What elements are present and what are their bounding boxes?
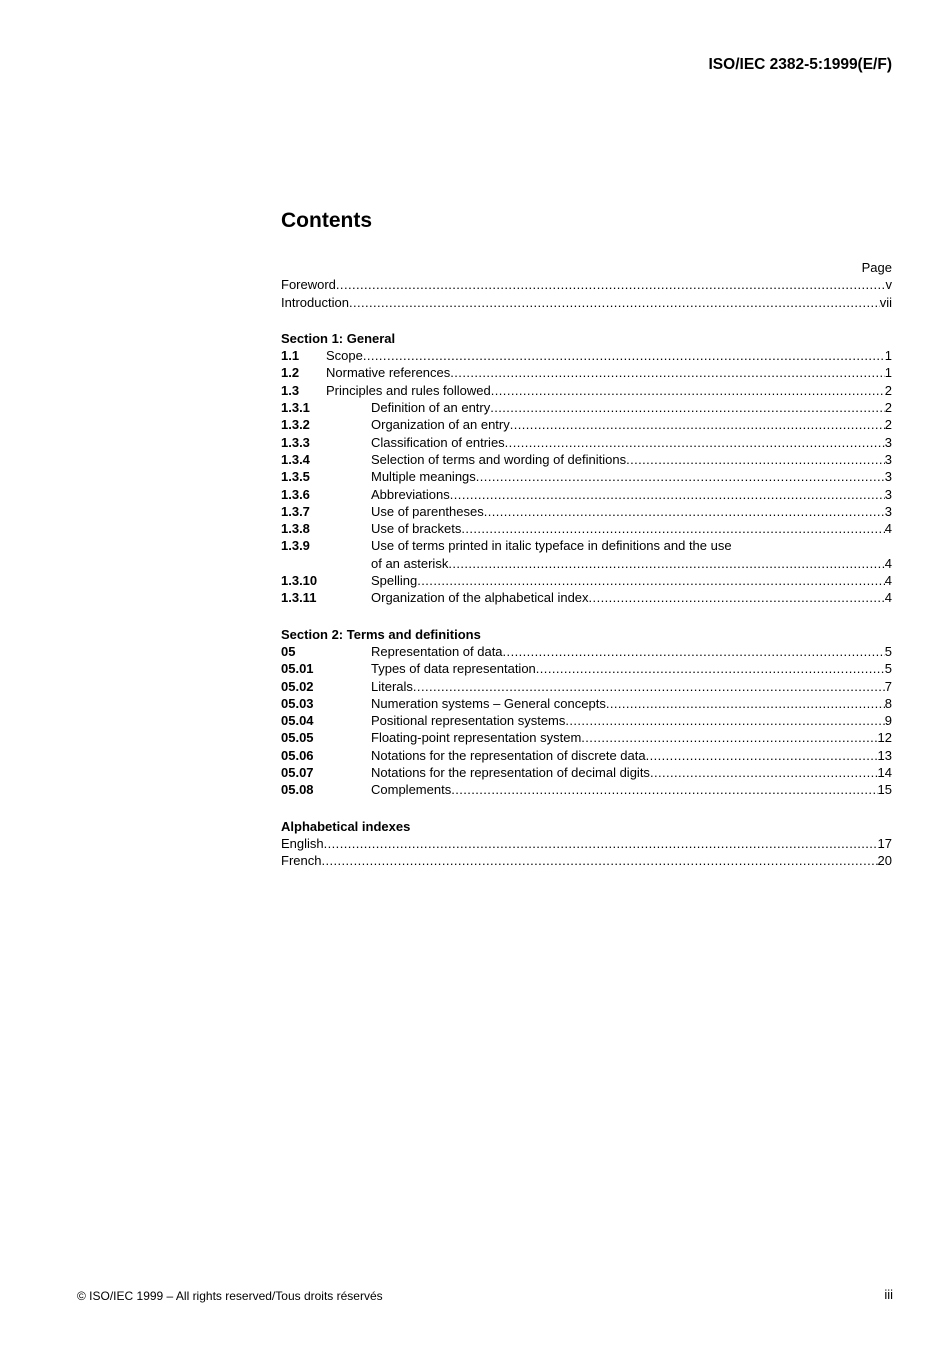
alphabetical-indexes-heading: Alphabetical indexes xyxy=(281,818,411,834)
toc-entry-page: 2 xyxy=(884,417,892,433)
dot-leader xyxy=(503,643,885,660)
dot-leader xyxy=(450,364,884,381)
toc-entry-continuation[interactable] xyxy=(281,555,892,572)
toc-entry-number: 1.3.1 xyxy=(281,400,310,416)
toc-entry-number: 05.01 xyxy=(281,661,314,677)
toc-entry-page: 3 xyxy=(884,503,892,519)
toc-entry-title: Organization of an entry xyxy=(371,417,510,433)
dot-leader xyxy=(510,416,885,433)
toc-entry-title: Notations for the representation of decimal digits xyxy=(371,765,650,781)
toc-entry-page: 4 xyxy=(884,555,892,571)
dot-leader xyxy=(606,695,885,712)
toc-entry-page: 2 xyxy=(884,400,892,416)
toc-entry-number: 1.2 xyxy=(281,365,300,381)
toc-entry-number: 1.3.10 xyxy=(281,573,318,589)
dot-leader xyxy=(505,434,885,451)
dot-leader xyxy=(321,852,877,869)
dot-leader xyxy=(581,729,877,746)
dot-leader xyxy=(650,764,878,781)
dot-leader xyxy=(324,835,878,852)
toc-entry[interactable] xyxy=(281,572,892,589)
toc-entry[interactable] xyxy=(281,678,892,695)
toc-entry[interactable] xyxy=(281,503,892,520)
dot-leader xyxy=(476,468,885,485)
toc-entry[interactable] xyxy=(281,660,892,677)
toc-entry-page: 3 xyxy=(884,451,892,467)
dot-leader xyxy=(565,712,884,729)
toc-entry-title: Literals xyxy=(371,678,413,694)
dot-leader xyxy=(336,276,886,293)
toc-entry-number: 1.3.4 xyxy=(281,451,310,467)
toc-entry-number: 05.07 xyxy=(281,765,314,781)
toc-entry-title: Foreword xyxy=(281,277,336,293)
toc-entry[interactable] xyxy=(281,764,892,781)
toc-entry-page: 1 xyxy=(884,365,892,381)
dot-leader xyxy=(536,660,885,677)
dot-leader xyxy=(450,486,885,503)
dot-leader xyxy=(413,678,885,695)
toc-entry[interactable] xyxy=(281,520,892,537)
section-1-entries xyxy=(281,347,892,606)
toc-entry-page: 12 xyxy=(877,730,892,746)
toc-entry-title: Representation of data xyxy=(371,643,503,659)
toc-entry-number: 1.3.11 xyxy=(281,590,317,606)
toc-entry-number: 1.3 xyxy=(281,382,300,398)
dot-leader xyxy=(626,451,885,468)
toc-entry-number: 1.3.8 xyxy=(281,521,310,537)
toc-entry[interactable] xyxy=(281,434,892,451)
toc-entry[interactable] xyxy=(281,781,892,798)
dot-leader xyxy=(349,294,880,311)
dot-leader xyxy=(484,503,885,520)
toc-entry-page: 4 xyxy=(884,590,892,606)
toc-entry-title: Selection of terms and wording of definitions xyxy=(371,451,627,467)
table-of-contents xyxy=(281,259,892,870)
toc-entry-page: 15 xyxy=(877,782,892,798)
toc-entry-title: Multiple meanings xyxy=(371,469,476,485)
dot-leader xyxy=(461,520,884,537)
toc-entry-number: 1.3.6 xyxy=(281,486,310,502)
page-number: iii xyxy=(884,1287,893,1302)
toc-entry-title: Scope xyxy=(326,348,363,364)
toc-entry-number: 05.04 xyxy=(281,713,314,729)
toc-entry-title: Use of brackets xyxy=(371,521,462,537)
toc-entry-number: 05.05 xyxy=(281,730,314,746)
toc-entry[interactable] xyxy=(281,399,892,416)
toc-entry-title: Types of data representation xyxy=(371,661,536,677)
toc-entry-page: 14 xyxy=(877,765,892,781)
dot-leader xyxy=(448,555,884,572)
toc-entry-title: Abbreviations xyxy=(371,486,450,502)
toc-entry[interactable] xyxy=(281,643,892,660)
toc-entry-number: 05 xyxy=(281,643,296,659)
toc-entry-title: Normative references xyxy=(326,365,451,381)
toc-entry-page: 7 xyxy=(884,678,892,694)
dot-leader xyxy=(363,347,885,364)
toc-entry-page: 5 xyxy=(884,661,892,677)
toc-entry-number: 1.3.9 xyxy=(281,538,310,554)
toc-entry-page: 1 xyxy=(884,348,892,364)
toc-entry[interactable] xyxy=(281,486,892,503)
document-id: ISO/IEC 2382-5:1999(E/F) xyxy=(708,56,892,73)
toc-entry[interactable] xyxy=(281,712,892,729)
toc-entry-page: 3 xyxy=(884,434,892,450)
copyright-notice: © ISO/IEC 1999 – All rights reserved/Tous droits réservés xyxy=(77,1289,383,1303)
toc-entry-page: 17 xyxy=(877,835,892,851)
toc-entry[interactable] xyxy=(281,589,892,606)
toc-entry-french-index[interactable] xyxy=(281,852,892,869)
toc-entry-title: Introduction xyxy=(281,294,349,310)
toc-entry-title: Floating-point representation system xyxy=(371,730,582,746)
dot-leader xyxy=(589,589,885,606)
toc-entry-number: 05.08 xyxy=(281,782,314,798)
toc-entry-title: Numeration systems – General concepts xyxy=(371,695,606,711)
dot-leader xyxy=(491,382,885,399)
toc-entry-title: French xyxy=(281,853,322,869)
toc-entry-title: Use of terms printed in italic typeface in definitions and the use xyxy=(371,538,732,554)
toc-entry-title: Organization of the alphabetical index xyxy=(371,590,589,606)
dot-leader xyxy=(490,399,885,416)
toc-entry-number: 1.3.7 xyxy=(281,503,310,519)
dot-leader xyxy=(417,572,885,589)
toc-entry-page: vii xyxy=(879,294,892,310)
section-2-entries xyxy=(281,643,892,799)
toc-entry[interactable] xyxy=(281,347,892,364)
toc-entry-title: Spelling xyxy=(371,573,418,589)
toc-entry[interactable] xyxy=(281,416,892,433)
toc-entry[interactable] xyxy=(281,537,892,554)
toc-entry[interactable] xyxy=(281,468,892,485)
toc-entry-number: 1.1 xyxy=(281,348,300,364)
toc-entry-number: 05.06 xyxy=(281,747,314,763)
toc-entry-title: English xyxy=(281,835,324,851)
toc-entry[interactable] xyxy=(281,451,892,468)
toc-entry-english-index[interactable] xyxy=(281,835,892,852)
toc-entry-number: 1.3.3 xyxy=(281,434,310,450)
toc-entry-title: Principles and rules followed xyxy=(326,382,491,398)
toc-entry-number: 05.02 xyxy=(281,678,314,694)
toc-entry-title: Positional representation systems xyxy=(371,713,566,729)
toc-entry-page: 8 xyxy=(884,695,892,711)
toc-entry-title: Classification of entries xyxy=(371,434,505,450)
toc-entry-page: 4 xyxy=(884,521,892,537)
toc-entry-page: 20 xyxy=(877,853,892,869)
toc-entry[interactable] xyxy=(281,729,892,746)
dot-leader xyxy=(646,747,878,764)
section-2-heading: Section 2: Terms and definitions xyxy=(281,626,481,642)
toc-entry-page: 3 xyxy=(884,469,892,485)
toc-entry[interactable] xyxy=(281,364,892,381)
toc-entry-title: Notations for the representation of discrete data xyxy=(371,747,646,763)
toc-entry-page: 4 xyxy=(884,573,892,589)
toc-entry-number: 1.3.2 xyxy=(281,417,310,433)
toc-entry-number: 1.3.5 xyxy=(281,469,310,485)
toc-entry-introduction[interactable] xyxy=(281,294,892,311)
page-title: Contents xyxy=(281,209,372,232)
toc-entry-page: v xyxy=(885,277,892,293)
toc-entry-foreword[interactable] xyxy=(281,276,892,293)
toc-entry[interactable] xyxy=(281,747,892,764)
toc-entry-page: 9 xyxy=(884,713,892,729)
page-column-label: Page xyxy=(861,260,892,275)
toc-entry-title: Use of parentheses xyxy=(371,503,484,519)
dot-leader xyxy=(451,781,877,798)
section-1-heading: Section 1: General xyxy=(281,330,396,346)
toc-entry-page: 2 xyxy=(884,382,892,398)
toc-entry[interactable] xyxy=(281,695,892,712)
toc-entry-page: 3 xyxy=(884,486,892,502)
toc-entry-number: 05.03 xyxy=(281,695,314,711)
toc-entry-title: Definition of an entry xyxy=(371,400,491,416)
toc-entry-title: of an asterisk xyxy=(371,555,449,571)
toc-entry-title: Complements xyxy=(371,782,452,798)
toc-entry-page: 5 xyxy=(884,643,892,659)
toc-entry-page: 13 xyxy=(877,747,892,763)
toc-entry[interactable] xyxy=(281,382,892,399)
